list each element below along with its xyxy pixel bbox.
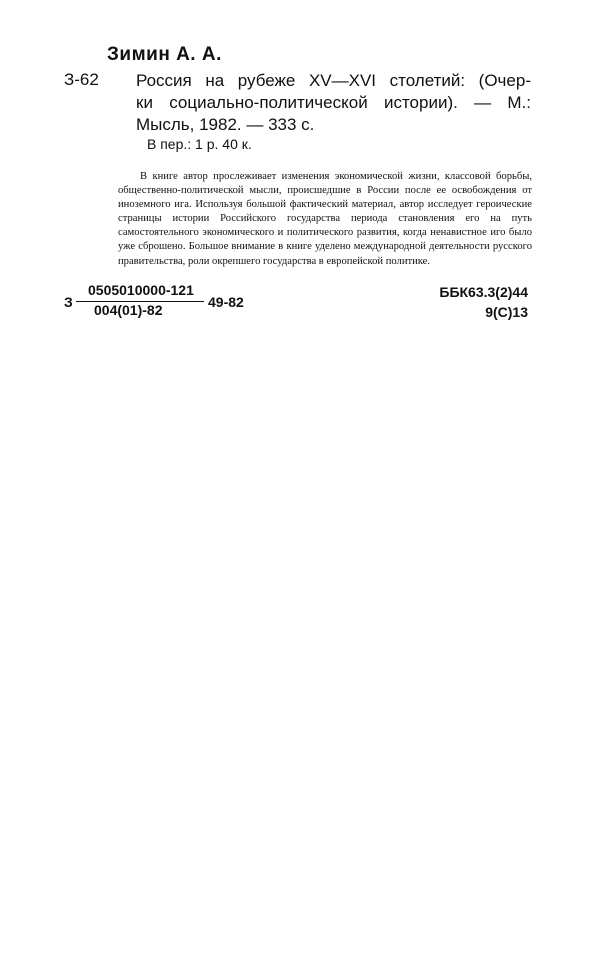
bbk-index bbox=[439, 282, 528, 322]
description-line: Россия на рубеже XV—XVI столетий: (Очер- bbox=[136, 71, 531, 90]
publisher-code-denominator: 004(01)-82 bbox=[94, 302, 163, 318]
author-name: Зимин А. А. bbox=[107, 44, 222, 65]
annotation: В книге автор прослеживает изменения экономической жизни, классовой борьбы, общественно-политической мысли, происшедшие в России после ее освобождения от иноземного ига. Используя большой фактический материал, автор исследует героические страницы истории Российского государства периода становления его на путь самостоятельного экономического и политического развития, когда ненавистное иго было уже сброшено. Большое внимание в книге уделено международной деятельности русского правительства, роли окрепшего государства в европейской политике. bbox=[118, 171, 532, 267]
catalog-code: З-62 bbox=[64, 70, 99, 89]
publisher-code-numerator: 0505010000-121 bbox=[88, 282, 194, 298]
publisher-code bbox=[64, 282, 244, 322]
bbk-line-2: 9(С)13 bbox=[485, 304, 528, 320]
publisher-code-suffix: 49-82 bbox=[208, 294, 244, 310]
description-line: ки социально-политической истории). — М.: bbox=[136, 93, 531, 112]
bbk-line-1: ББК63.3(2)44 bbox=[439, 284, 528, 300]
publisher-code-letter: З bbox=[64, 294, 73, 310]
bibliographic-description bbox=[136, 70, 531, 136]
description-line: Мысль, 1982. — 333 с. bbox=[136, 115, 315, 134]
price: В пер.: 1 р. 40 к. bbox=[147, 136, 252, 152]
